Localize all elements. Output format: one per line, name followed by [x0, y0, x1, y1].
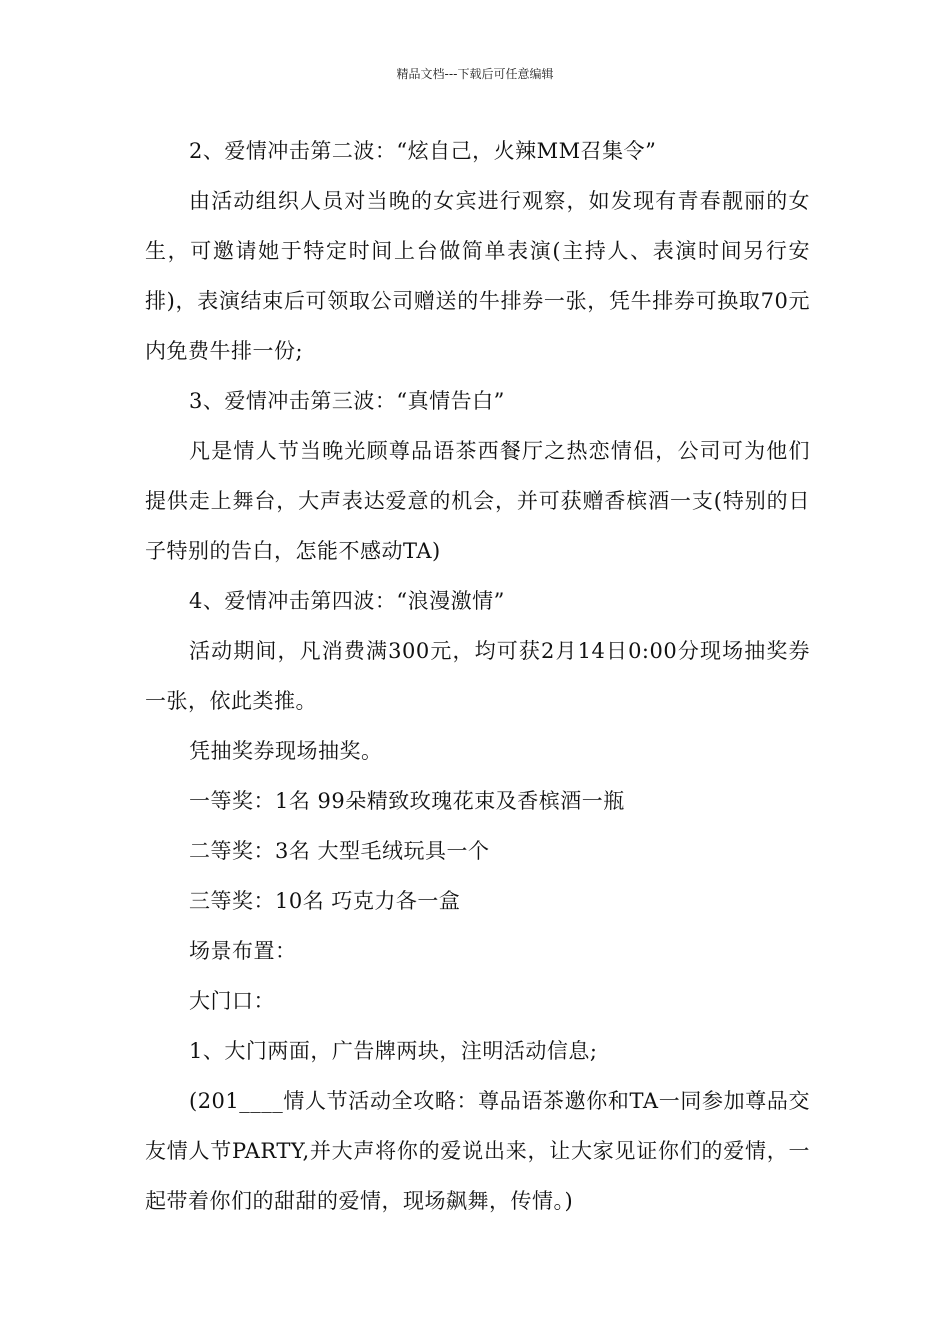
- paragraph-scene-layout: 场景布置：: [189, 939, 297, 963]
- document-body: [145, 126, 810, 1226]
- paragraph-wave-two-title: 2、爱情冲击第二波：“炫自己，火辣MM召集令”: [189, 139, 657, 163]
- page-header: 精品文档---下载后可任意编辑: [396, 67, 554, 81]
- paragraph-first-prize: 一等奖：1名 99朵精致玫瑰花束及香槟酒一瓶: [189, 789, 625, 813]
- paragraph-third-prize: 三等奖：10名 巧克力各一盒: [189, 889, 461, 913]
- paragraph-billboards: 1、大门两面，广告牌两块，注明活动信息;: [189, 1039, 598, 1063]
- paragraph-billboard-text: (201____情人节活动全攻略：尊品语茶邀你和TA一同参加尊品交友情人节PARTY,并大声将你的爱说出来，让大家见证你们的爱情，一起带着你们的甜甜的爱情，现场飙舞，传情。): [145, 1089, 810, 1213]
- paragraph-wave-two-body: 由活动组织人员对当晚的女宾进行观察，如发现有青春靓丽的女生，可邀请她于特定时间上台做简单表演(主持人、表演时间另行安排)，表演结束后可领取公司赠送的牛排券一张，凭牛排券可换取70元内免费牛排一份;: [145, 189, 810, 363]
- paragraph-wave-four-title: 4、爱情冲击第四波：“浪漫激情”: [189, 589, 505, 613]
- paragraph-wave-three-title: 3、爱情冲击第三波：“真情告白”: [189, 389, 505, 413]
- paragraph-wave-four-body: 活动期间，凡消费满300元，均可获2月14日0:00分现场抽奖券一张，依此类推。: [145, 639, 810, 713]
- paragraph-wave-three-body: 凡是情人节当晚光顾尊品语茶西餐厅之热恋情侣，公司可为他们提供走上舞台，大声表达爱意的机会，并可获赠香槟酒一支(特别的日子特别的告白，怎能不感动TA): [145, 439, 810, 563]
- paragraph-lottery: 凭抽奖券现场抽奖。: [189, 739, 383, 763]
- paragraph-second-prize: 二等奖：3名 大型毛绒玩具一个: [189, 839, 490, 863]
- paragraph-main-entrance: 大门口：: [189, 989, 275, 1013]
